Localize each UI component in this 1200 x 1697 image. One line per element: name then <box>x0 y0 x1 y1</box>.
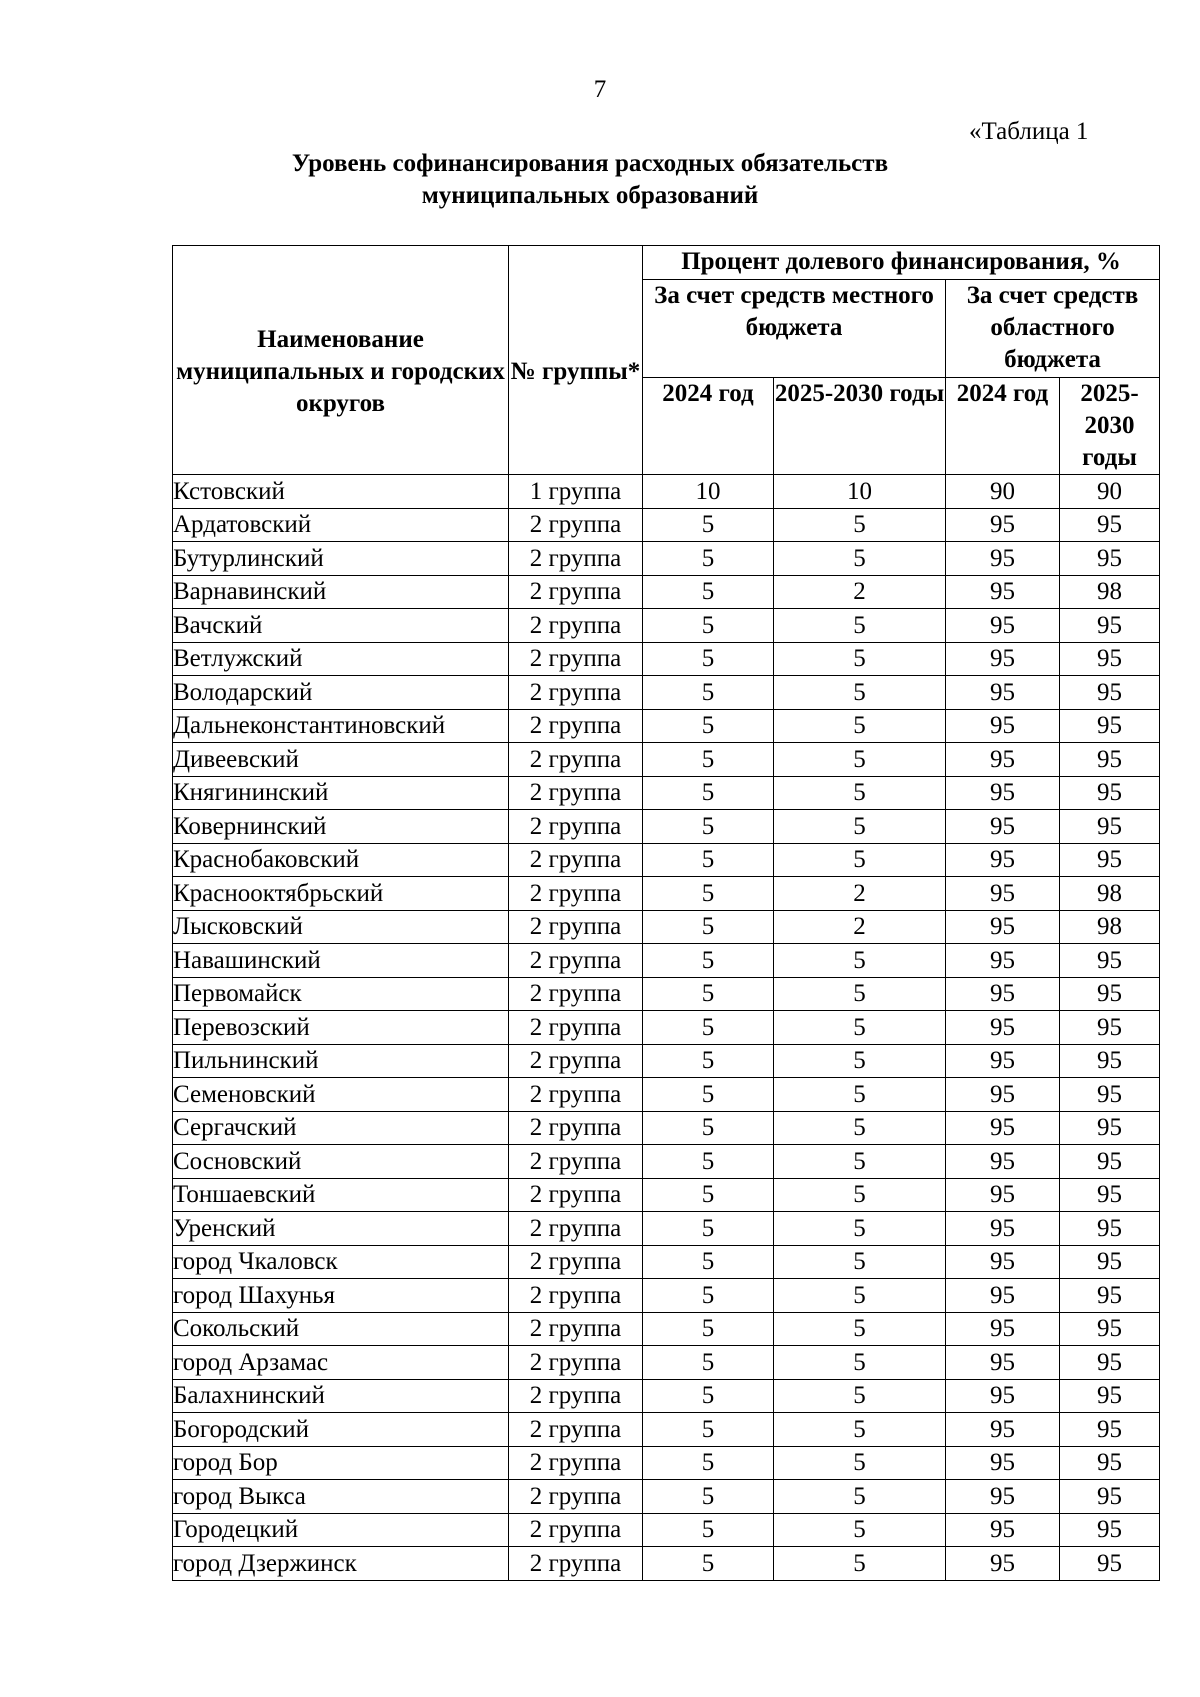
cell-local-2025-2030: 10 <box>774 475 946 509</box>
cell-local-2025-2030: 5 <box>774 1547 946 1581</box>
cell-local-2024: 5 <box>643 609 774 643</box>
cofinancing-table <box>172 245 1160 1581</box>
cell-local-2024: 5 <box>643 877 774 911</box>
cell-group: 2 группа <box>509 877 643 911</box>
cell-regional-2025-2030: 95 <box>1060 676 1160 710</box>
cell-local-2025-2030: 5 <box>774 1245 946 1279</box>
cell-local-2024: 5 <box>643 1279 774 1313</box>
cell-regional-2025-2030: 95 <box>1060 977 1160 1011</box>
cell-municipality-name: Княгининский <box>173 776 509 810</box>
cell-group: 2 группа <box>509 508 643 542</box>
cell-regional-2025-2030: 95 <box>1060 542 1160 576</box>
cell-group: 2 группа <box>509 810 643 844</box>
cell-group: 2 группа <box>509 1346 643 1380</box>
cell-regional-2025-2030: 95 <box>1060 743 1160 777</box>
cell-regional-2025-2030: 95 <box>1060 1513 1160 1547</box>
cell-municipality-name: Сокольский <box>173 1312 509 1346</box>
cell-regional-2024: 95 <box>946 843 1060 877</box>
table-row <box>173 1312 1160 1346</box>
cell-group: 2 группа <box>509 1379 643 1413</box>
cell-regional-2025-2030: 95 <box>1060 1480 1160 1514</box>
cell-municipality-name: Краснооктябрьский <box>173 877 509 911</box>
cell-municipality-name: Семеновский <box>173 1078 509 1112</box>
cell-local-2024: 5 <box>643 642 774 676</box>
header-local-budget: За счет средств местного бюджета <box>643 280 946 378</box>
cell-regional-2024: 95 <box>946 877 1060 911</box>
cell-local-2025-2030: 5 <box>774 1413 946 1447</box>
cell-municipality-name: Навашинский <box>173 944 509 978</box>
cell-local-2024: 5 <box>643 575 774 609</box>
cell-group: 2 группа <box>509 1513 643 1547</box>
table-body <box>173 475 1160 1581</box>
table-row <box>173 1044 1160 1078</box>
table-row <box>173 1145 1160 1179</box>
cell-local-2024: 5 <box>643 977 774 1011</box>
cell-regional-2025-2030: 95 <box>1060 709 1160 743</box>
cell-group: 2 группа <box>509 776 643 810</box>
cell-regional-2025-2030: 95 <box>1060 776 1160 810</box>
cell-group: 2 группа <box>509 1212 643 1246</box>
cell-local-2024: 5 <box>643 810 774 844</box>
table-row <box>173 843 1160 877</box>
cell-group: 2 группа <box>509 1011 643 1045</box>
cell-local-2025-2030: 5 <box>774 810 946 844</box>
header-funding-percent: Процент долевого финансирования, % <box>643 246 1160 280</box>
table-row <box>173 1480 1160 1514</box>
cell-municipality-name: город Выкса <box>173 1480 509 1514</box>
cell-municipality-name: Ардатовский <box>173 508 509 542</box>
cell-local-2024: 5 <box>643 508 774 542</box>
cell-municipality-name: Первомайск <box>173 977 509 1011</box>
cell-group: 2 группа <box>509 743 643 777</box>
cell-regional-2025-2030: 95 <box>1060 609 1160 643</box>
cell-regional-2024: 95 <box>946 642 1060 676</box>
cell-municipality-name: город Шахунья <box>173 1279 509 1313</box>
cell-regional-2025-2030: 95 <box>1060 944 1160 978</box>
cell-regional-2024: 95 <box>946 1145 1060 1179</box>
table-row <box>173 877 1160 911</box>
table-row <box>173 709 1160 743</box>
cell-group: 2 группа <box>509 977 643 1011</box>
cell-group: 2 группа <box>509 944 643 978</box>
cell-regional-2025-2030: 98 <box>1060 575 1160 609</box>
cell-regional-2024: 95 <box>946 1413 1060 1447</box>
cell-group: 2 группа <box>509 1078 643 1112</box>
header-regional-2024: 2024 год <box>946 378 1060 475</box>
cell-municipality-name: Ковернинский <box>173 810 509 844</box>
cell-local-2025-2030: 2 <box>774 910 946 944</box>
cell-regional-2024: 95 <box>946 810 1060 844</box>
cell-regional-2024: 95 <box>946 1547 1060 1581</box>
table-row <box>173 1078 1160 1112</box>
cell-local-2025-2030: 5 <box>774 1044 946 1078</box>
cell-group: 2 группа <box>509 676 643 710</box>
cell-regional-2025-2030: 95 <box>1060 1212 1160 1246</box>
cell-local-2024: 5 <box>643 1145 774 1179</box>
table-row <box>173 676 1160 710</box>
table-row <box>173 944 1160 978</box>
cell-municipality-name: Ветлужский <box>173 642 509 676</box>
cell-local-2025-2030: 5 <box>774 1111 946 1145</box>
table-row <box>173 1379 1160 1413</box>
cell-local-2024: 5 <box>643 1480 774 1514</box>
cell-regional-2024: 95 <box>946 1513 1060 1547</box>
cell-regional-2024: 95 <box>946 1446 1060 1480</box>
cell-local-2024: 5 <box>643 709 774 743</box>
cell-regional-2025-2030: 95 <box>1060 1312 1160 1346</box>
cell-local-2025-2030: 5 <box>774 977 946 1011</box>
cell-local-2025-2030: 5 <box>774 1513 946 1547</box>
cell-local-2024: 5 <box>643 1513 774 1547</box>
cell-local-2024: 5 <box>643 843 774 877</box>
table-row <box>173 1513 1160 1547</box>
cell-local-2025-2030: 5 <box>774 1312 946 1346</box>
cell-local-2024: 5 <box>643 1078 774 1112</box>
cell-local-2025-2030: 2 <box>774 877 946 911</box>
cell-regional-2025-2030: 95 <box>1060 843 1160 877</box>
cell-local-2025-2030: 5 <box>774 1379 946 1413</box>
page-number: 7 <box>593 76 607 103</box>
cell-regional-2024: 95 <box>946 1111 1060 1145</box>
cell-municipality-name: Кстовский <box>173 475 509 509</box>
cell-local-2025-2030: 2 <box>774 575 946 609</box>
cell-municipality-name: город Дзержинск <box>173 1547 509 1581</box>
table-row <box>173 609 1160 643</box>
cell-regional-2024: 95 <box>946 1044 1060 1078</box>
cell-regional-2025-2030: 98 <box>1060 877 1160 911</box>
cell-local-2024: 5 <box>643 776 774 810</box>
cell-municipality-name: Пильнинский <box>173 1044 509 1078</box>
cell-group: 2 группа <box>509 609 643 643</box>
cell-local-2025-2030: 5 <box>774 1178 946 1212</box>
cell-local-2025-2030: 5 <box>774 843 946 877</box>
cell-regional-2025-2030: 95 <box>1060 1547 1160 1581</box>
table-row <box>173 1111 1160 1145</box>
header-regional-2025-2030: 2025-2030 годы <box>1060 378 1160 475</box>
table-row <box>173 575 1160 609</box>
header-local-2024: 2024 год <box>643 378 774 475</box>
cell-regional-2025-2030: 98 <box>1060 910 1160 944</box>
cell-municipality-name: Дальнеконстантиновский <box>173 709 509 743</box>
table-row <box>173 1212 1160 1246</box>
cell-regional-2024: 95 <box>946 944 1060 978</box>
cell-regional-2024: 95 <box>946 1212 1060 1246</box>
table-row <box>173 542 1160 576</box>
cell-local-2024: 5 <box>643 1044 774 1078</box>
cell-local-2025-2030: 5 <box>774 743 946 777</box>
cell-municipality-name: Тоншаевский <box>173 1178 509 1212</box>
cell-regional-2025-2030: 90 <box>1060 475 1160 509</box>
cell-group: 2 группа <box>509 1446 643 1480</box>
header-local-2025-2030: 2025-2030 годы <box>774 378 946 475</box>
header-group-number: № группы* <box>509 246 643 475</box>
cell-regional-2025-2030: 95 <box>1060 1145 1160 1179</box>
cell-local-2025-2030: 5 <box>774 642 946 676</box>
cell-group: 2 группа <box>509 709 643 743</box>
cell-municipality-name: Дивеевский <box>173 743 509 777</box>
cell-regional-2025-2030: 95 <box>1060 1279 1160 1313</box>
table-row <box>173 977 1160 1011</box>
table-row <box>173 1413 1160 1447</box>
table-row <box>173 1279 1160 1313</box>
cell-group: 2 группа <box>509 1413 643 1447</box>
cell-group: 2 группа <box>509 642 643 676</box>
table-row <box>173 475 1160 509</box>
cell-local-2024: 5 <box>643 542 774 576</box>
header-municipality-name: Наименование муниципальных и городских округов <box>173 246 509 475</box>
table-row <box>173 743 1160 777</box>
cell-municipality-name: город Чкаловск <box>173 1245 509 1279</box>
cell-group: 2 группа <box>509 910 643 944</box>
cell-regional-2025-2030: 95 <box>1060 508 1160 542</box>
cell-municipality-name: город Арзамас <box>173 1346 509 1380</box>
cell-local-2025-2030: 5 <box>774 1078 946 1112</box>
cell-municipality-name: Володарский <box>173 676 509 710</box>
cell-regional-2024: 95 <box>946 977 1060 1011</box>
cell-group: 2 группа <box>509 575 643 609</box>
table-row <box>173 776 1160 810</box>
table-row <box>173 1547 1160 1581</box>
cell-local-2024: 5 <box>643 910 774 944</box>
table-row <box>173 642 1160 676</box>
cell-local-2024: 5 <box>643 1245 774 1279</box>
table-title-line-1: Уровень софинансирования расходных обязательств <box>291 150 889 177</box>
cell-municipality-name: Бутурлинский <box>173 542 509 576</box>
table-row <box>173 910 1160 944</box>
cell-regional-2024: 90 <box>946 475 1060 509</box>
cell-group: 2 группа <box>509 1044 643 1078</box>
cell-regional-2024: 95 <box>946 1011 1060 1045</box>
cell-local-2024: 5 <box>643 1312 774 1346</box>
cell-municipality-name: Богородский <box>173 1413 509 1447</box>
cell-municipality-name: Лысковский <box>173 910 509 944</box>
table-label: «Таблица 1 <box>969 118 1089 145</box>
cell-regional-2024: 95 <box>946 1245 1060 1279</box>
cell-local-2025-2030: 5 <box>774 1480 946 1514</box>
cell-local-2025-2030: 5 <box>774 776 946 810</box>
cell-regional-2024: 95 <box>946 609 1060 643</box>
cell-regional-2025-2030: 95 <box>1060 810 1160 844</box>
cell-regional-2025-2030: 95 <box>1060 1111 1160 1145</box>
cell-municipality-name: город Бор <box>173 1446 509 1480</box>
cell-local-2025-2030: 5 <box>774 676 946 710</box>
cell-municipality-name: Городецкий <box>173 1513 509 1547</box>
cell-regional-2025-2030: 95 <box>1060 1245 1160 1279</box>
cell-group: 2 группа <box>509 1279 643 1313</box>
table-row <box>173 1178 1160 1212</box>
cell-local-2024: 5 <box>643 1446 774 1480</box>
cell-regional-2025-2030: 95 <box>1060 1346 1160 1380</box>
cell-local-2025-2030: 5 <box>774 508 946 542</box>
cell-regional-2024: 95 <box>946 575 1060 609</box>
table-title-line-2: муниципальных образований <box>421 182 759 209</box>
cell-municipality-name: Сергачский <box>173 1111 509 1145</box>
cell-local-2025-2030: 5 <box>774 609 946 643</box>
cell-regional-2025-2030: 95 <box>1060 1379 1160 1413</box>
cell-local-2024: 10 <box>643 475 774 509</box>
cell-regional-2024: 95 <box>946 1346 1060 1380</box>
cell-regional-2025-2030: 95 <box>1060 1011 1160 1045</box>
cell-regional-2024: 95 <box>946 1379 1060 1413</box>
cell-group: 1 группа <box>509 475 643 509</box>
cell-regional-2024: 95 <box>946 542 1060 576</box>
cell-local-2025-2030: 5 <box>774 944 946 978</box>
cell-municipality-name: Вачский <box>173 609 509 643</box>
cell-local-2024: 5 <box>643 1547 774 1581</box>
table-row <box>173 1446 1160 1480</box>
cell-local-2025-2030: 5 <box>774 1212 946 1246</box>
cell-regional-2024: 95 <box>946 910 1060 944</box>
cell-group: 2 группа <box>509 1245 643 1279</box>
cell-local-2024: 5 <box>643 1413 774 1447</box>
cell-municipality-name: Варнавинский <box>173 575 509 609</box>
table-row <box>173 1346 1160 1380</box>
cell-regional-2024: 95 <box>946 1178 1060 1212</box>
table-row <box>173 1011 1160 1045</box>
header-regional-budget: За счет средств областного бюджета <box>946 280 1160 378</box>
cell-group: 2 группа <box>509 1480 643 1514</box>
cell-regional-2025-2030: 95 <box>1060 642 1160 676</box>
cell-regional-2025-2030: 95 <box>1060 1446 1160 1480</box>
cell-regional-2024: 95 <box>946 1078 1060 1112</box>
cell-local-2024: 5 <box>643 1346 774 1380</box>
cell-local-2024: 5 <box>643 743 774 777</box>
cell-regional-2025-2030: 95 <box>1060 1413 1160 1447</box>
cell-local-2025-2030: 5 <box>774 1446 946 1480</box>
cell-group: 2 группа <box>509 1547 643 1581</box>
cell-group: 2 группа <box>509 1145 643 1179</box>
cell-regional-2024: 95 <box>946 743 1060 777</box>
table-row <box>173 810 1160 844</box>
cell-municipality-name: Сосновский <box>173 1145 509 1179</box>
cell-local-2024: 5 <box>643 1111 774 1145</box>
cell-local-2025-2030: 5 <box>774 1279 946 1313</box>
cell-local-2025-2030: 5 <box>774 542 946 576</box>
cell-regional-2025-2030: 95 <box>1060 1178 1160 1212</box>
cell-municipality-name: Уренский <box>173 1212 509 1246</box>
cell-local-2024: 5 <box>643 676 774 710</box>
cell-regional-2024: 95 <box>946 776 1060 810</box>
cell-group: 2 группа <box>509 843 643 877</box>
cell-group: 2 группа <box>509 1178 643 1212</box>
table-row <box>173 1245 1160 1279</box>
cell-municipality-name: Перевозский <box>173 1011 509 1045</box>
cell-local-2025-2030: 5 <box>774 709 946 743</box>
cell-regional-2024: 95 <box>946 508 1060 542</box>
cell-local-2024: 5 <box>643 944 774 978</box>
cell-regional-2024: 95 <box>946 1279 1060 1313</box>
cell-regional-2025-2030: 95 <box>1060 1078 1160 1112</box>
cell-group: 2 группа <box>509 1312 643 1346</box>
cell-local-2024: 5 <box>643 1379 774 1413</box>
cell-local-2024: 5 <box>643 1011 774 1045</box>
cell-municipality-name: Балахнинский <box>173 1379 509 1413</box>
cell-local-2025-2030: 5 <box>774 1346 946 1380</box>
cell-regional-2024: 95 <box>946 1312 1060 1346</box>
cell-regional-2024: 95 <box>946 1480 1060 1514</box>
cell-municipality-name: Краснобаковский <box>173 843 509 877</box>
cell-group: 2 группа <box>509 1111 643 1145</box>
cell-regional-2024: 95 <box>946 676 1060 710</box>
cell-local-2025-2030: 5 <box>774 1145 946 1179</box>
cell-regional-2024: 95 <box>946 709 1060 743</box>
cell-local-2024: 5 <box>643 1178 774 1212</box>
table-header <box>173 246 1160 475</box>
cell-group: 2 группа <box>509 542 643 576</box>
table-row <box>173 508 1160 542</box>
cell-regional-2025-2030: 95 <box>1060 1044 1160 1078</box>
cell-local-2024: 5 <box>643 1212 774 1246</box>
cell-local-2025-2030: 5 <box>774 1011 946 1045</box>
table-title <box>230 148 950 212</box>
